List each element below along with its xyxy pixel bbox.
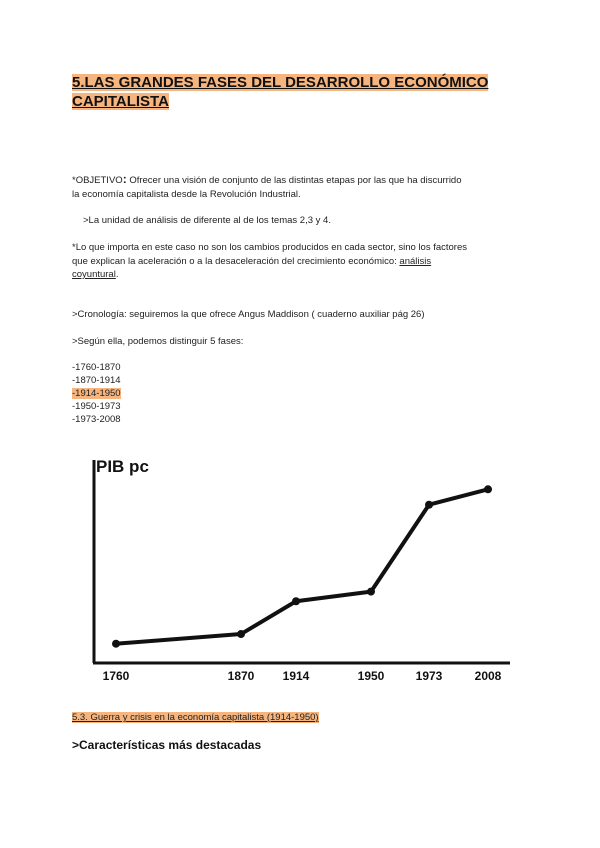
phase-list [72,361,121,426]
phases-intro: >Según ella, podemos distinguir 5 fases: [72,336,244,347]
x-tick-label-1950: 1950 [357,669,385,683]
page-title-line2: CAPITALISTA [72,93,169,110]
data-point-1950 [367,588,375,596]
x-tick-label-1914: 1914 [282,669,310,683]
data-point-1973 [425,501,433,509]
phase-item-highlighted: -1914-1950 [72,388,121,399]
subheading: >Características más destacadas [72,738,262,752]
analysis-link[interactable]: análisis [399,255,432,267]
chart-title: PIB pc [96,457,149,476]
series-line [116,489,488,643]
importance-line1: *Lo que importa en este caso no son los cambios producidos en cada sector, sino los factores [72,242,468,253]
data-point-1760 [112,640,120,648]
x-tick-label-1973: 1973 [415,669,443,683]
page-title-line1: 5.LAS GRANDES FASES DEL DESARROLLO ECONÓMICO [72,74,489,91]
importance-paragraph [72,241,467,282]
objective-colon: : [122,172,127,186]
phase-item [72,387,121,400]
objective-paragraph [72,173,462,201]
importance-line2: que explican la aceleración o a la desaceleración del crecimiento económico: [72,255,400,267]
section-heading [72,712,319,723]
unit-note: >La unidad de análisis de diferente al de los temas 2,3 y 4. [83,215,331,226]
data-point-1870 [237,630,245,638]
data-point-1914 [292,597,300,605]
objective-line2: la economía capitalista desde la Revolución Industrial. [72,188,301,200]
phase-item: -1973-2008 [72,414,121,425]
phase-item: -1950-1973 [72,401,121,412]
section-heading-text: 5.3. Guerra y crisis en la economía capitalista (1914-1950) [72,712,319,723]
phase-item: -1870-1914 [72,375,121,386]
pib-chart [80,450,520,690]
x-tick-label-2008: 2008 [474,669,502,683]
phase-item: -1760-1870 [72,362,121,373]
objective-line1: Ofrecer una visión de conjunto de las distintas etapas por las que ha discurrido [126,175,462,186]
coyuntural-link[interactable]: coyuntural [72,269,116,280]
x-tick-label-1870: 1870 [227,669,255,683]
objective-label: *OBJETIVO [72,175,123,186]
chronology-line: >Cronología: seguiremos la que ofrece Angus Maddison ( cuaderno auxiliar pág 26) [72,309,425,320]
x-tick-label-1760: 1760 [102,669,130,683]
importance-period: . [115,269,119,280]
page-title [72,73,488,111]
data-point-2008 [484,485,492,493]
